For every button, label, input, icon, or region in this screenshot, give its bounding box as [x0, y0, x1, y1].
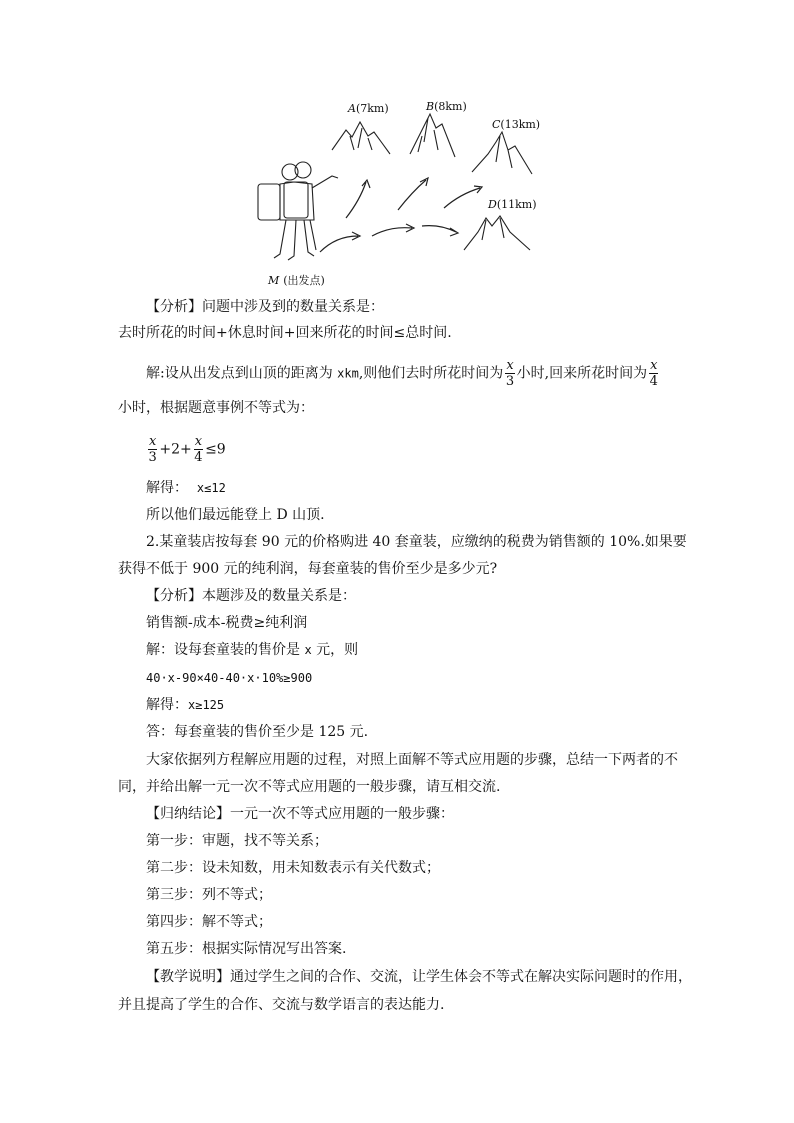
summary-line2: 同，并给出解一元一次不等式应用题的一般步骤，请互相交流. — [118, 779, 501, 795]
mountain-d-icon — [464, 216, 530, 250]
start-point-label: M (出发点) — [268, 274, 325, 287]
p1-result: 解得： x≤12 — [146, 480, 226, 496]
conclusion-heading: 【归纳结论】一元一次不等式应用题的一般步骤： — [146, 806, 454, 822]
summary-line1: 大家依据列方程解应用题的过程，对照上面解不等式应用题的步骤，总结一下两者的不 — [146, 752, 678, 768]
hiking-illustration — [250, 92, 550, 292]
teaching-note-line2: 并且提高了学生的合作、交流与数学语言的表达能力. — [118, 997, 445, 1013]
p1-solution-text-c: 小时,回来所花时间为 — [516, 365, 648, 382]
p1-conclusion: 所以他们最远能登上 D 山顶. — [146, 507, 325, 523]
p2-relation: 销售额-成本-税费≥纯利润 — [146, 615, 308, 631]
teaching-note-line1: 【教学说明】通过学生之间的合作、交流，让学生体会不等式在解决实际问题时的作用， — [146, 969, 692, 985]
step-4: 第四步：解不等式； — [146, 914, 272, 930]
arrow-to-a-icon — [346, 180, 370, 218]
ineq-end: ≤9 — [205, 441, 226, 458]
hikers-icon — [258, 162, 338, 260]
p1-analysis: 【分析】问题中涉及到的数量关系是： — [146, 299, 384, 315]
p2-question-line1: 2.某童装店按每套 90 元的价格购进 40 套童装，应缴纳的税费为销售额的 10%.如果要 — [146, 534, 687, 550]
route-arrows — [320, 178, 482, 252]
p1-variable: xkm — [337, 366, 359, 381]
peak-d-label: D(11km) — [488, 198, 537, 211]
peak-c-label: C(13km) — [492, 118, 541, 131]
p1-solution-text-b: ,则他们去时所花时间为 — [358, 365, 504, 382]
ineq-middle: +2+ — [159, 441, 192, 458]
ineq-fraction-a: $\frac{x}{3}$ — [148, 434, 157, 465]
p2-inequality: 40·x-90×40-40·x·10%≥900 — [146, 671, 313, 685]
p2-analysis: 【分析】本题涉及的数量关系是： — [146, 588, 356, 604]
mountain-a-icon — [332, 122, 390, 154]
p2-answer: 答：每套童装的售价至少是 125 元. — [146, 724, 369, 740]
p1-solution-cont: 小时，根据题意事例不等式为： — [118, 400, 314, 416]
p1-solution-line — [146, 358, 734, 389]
mountain-c-icon — [472, 132, 532, 174]
fraction-x-over-3: $\frac{x}{3}$ — [505, 358, 515, 389]
step-1: 第一步：审题，找不等关系； — [146, 833, 328, 849]
p1-solution-text-a: 解:设从出发点到山顶的距离为 — [146, 365, 333, 382]
arrow-d1-icon — [320, 232, 360, 252]
p2-setup: 解：设每套童装的售价是 x 元，则 — [146, 642, 359, 658]
peak-b-label: B(8km) — [426, 100, 467, 113]
p1-relation: 去时所花的时间+休息时间+回来所花的时间≤总时间. — [118, 325, 452, 341]
ineq-fraction-b: $\frac{x}{4}$ — [194, 434, 203, 465]
fraction-x-over-4: $\frac{x}{4}$ — [649, 358, 658, 389]
step-2: 第二步：设未知数，用未知数表示有关代数式； — [146, 860, 440, 876]
peak-a-label: A(7km) — [348, 102, 389, 115]
arrow-to-c-icon — [444, 186, 482, 208]
step-5: 第五步：根据实际情况写出答案. — [146, 941, 347, 957]
arrow-d2-icon — [372, 224, 414, 236]
arrow-d3-icon — [422, 226, 458, 236]
arrow-to-b-icon — [398, 178, 428, 210]
p2-result: 解得：x≥125 — [146, 697, 225, 713]
mountain-b-icon — [410, 114, 455, 157]
step-3: 第三步：列不等式； — [146, 887, 272, 903]
p1-inequality — [146, 434, 734, 465]
p2-question-line2: 获得不低于 900 元的纯利润，每套童装的售价至少是多少元? — [118, 561, 498, 577]
